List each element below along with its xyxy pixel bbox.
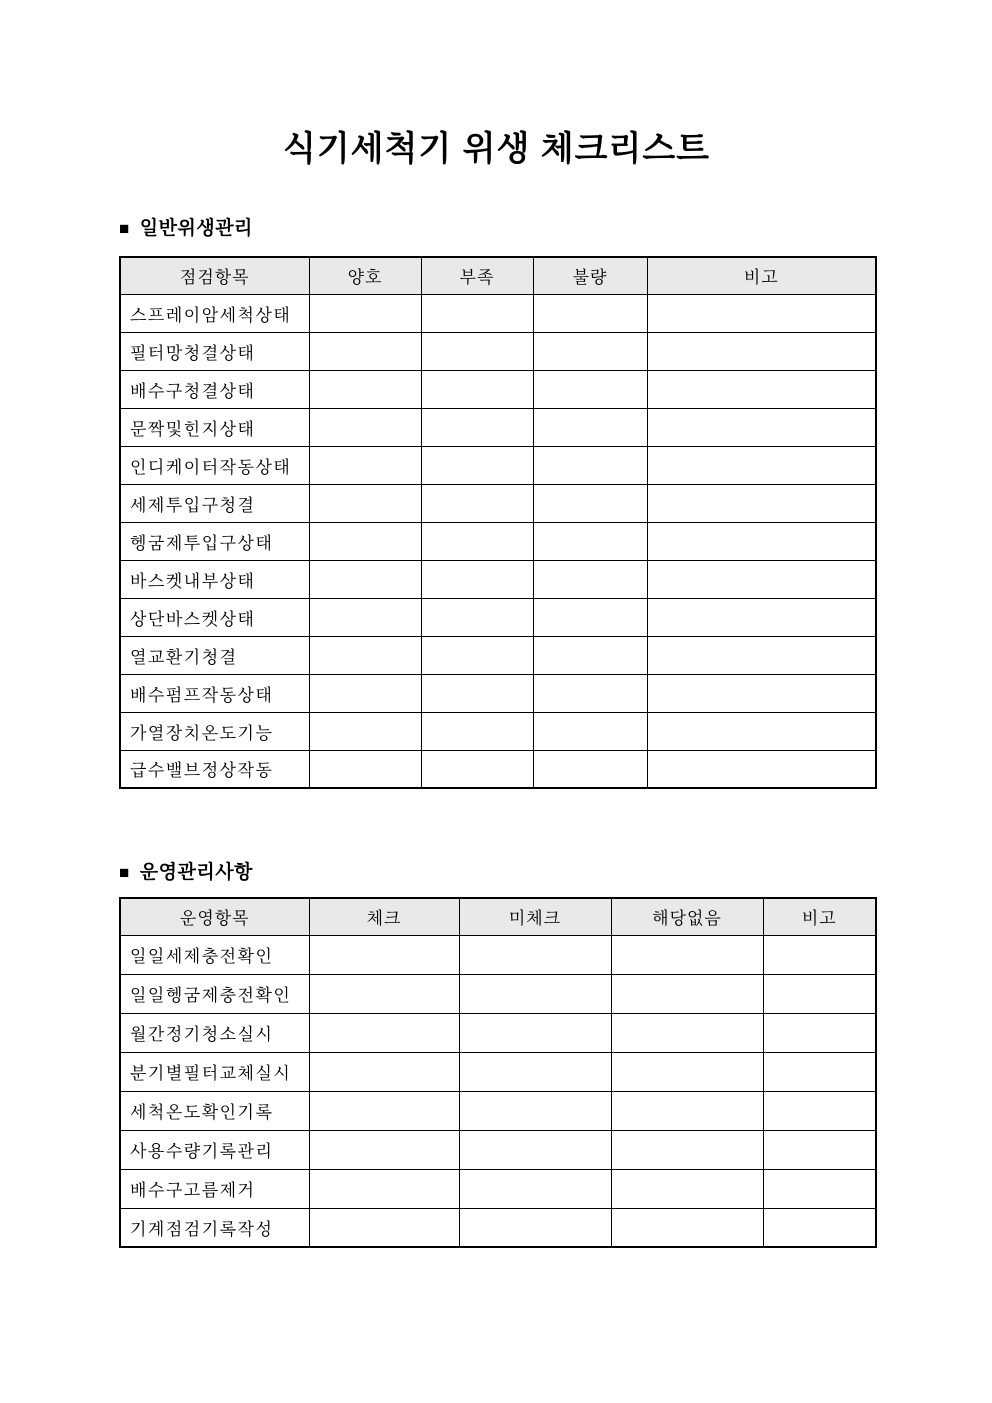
fill-cell[interactable] xyxy=(611,1052,763,1091)
item-label-cell: 분기별필터교체실시 xyxy=(120,1052,309,1091)
fill-cell[interactable] xyxy=(533,750,647,788)
fill-cell[interactable] xyxy=(309,1013,459,1052)
fill-cell[interactable] xyxy=(647,674,876,712)
item-label-cell: 열교환기청결 xyxy=(120,636,309,674)
item-label-cell: 사용수량기록관리 xyxy=(120,1130,309,1169)
fill-cell[interactable] xyxy=(309,974,459,1013)
square-bullet-icon: ■ xyxy=(119,219,130,238)
column-header: 불량 xyxy=(533,257,647,294)
fill-cell[interactable] xyxy=(421,446,533,484)
fill-cell[interactable] xyxy=(421,332,533,370)
item-label-cell: 문짝및힌지상태 xyxy=(120,408,309,446)
fill-cell[interactable] xyxy=(309,1052,459,1091)
section-heading-operation-management xyxy=(119,862,874,884)
column-header: 운영항목 xyxy=(120,898,309,935)
item-label-cell: 배수구고름제거 xyxy=(120,1169,309,1208)
item-label-cell: 세제투입구청결 xyxy=(120,484,309,522)
fill-cell[interactable] xyxy=(647,484,876,522)
fill-cell[interactable] xyxy=(309,712,421,750)
square-bullet-icon: ■ xyxy=(119,863,130,882)
fill-cell[interactable] xyxy=(611,1169,763,1208)
table-row xyxy=(120,1169,876,1208)
item-label-cell: 세척온도확인기록 xyxy=(120,1091,309,1130)
item-label-cell: 급수밸브정상작동 xyxy=(120,750,309,788)
table-row xyxy=(120,1091,876,1130)
fill-cell[interactable] xyxy=(647,332,876,370)
item-label-cell: 헹굼제투입구상태 xyxy=(120,522,309,560)
table-row xyxy=(120,370,876,408)
fill-cell[interactable] xyxy=(309,1208,459,1247)
fill-cell[interactable] xyxy=(309,1091,459,1130)
fill-cell[interactable] xyxy=(533,408,647,446)
table-row xyxy=(120,446,876,484)
fill-cell[interactable] xyxy=(421,636,533,674)
fill-cell[interactable] xyxy=(421,598,533,636)
fill-cell[interactable] xyxy=(309,294,421,332)
item-label-cell: 바스켓내부상태 xyxy=(120,560,309,598)
fill-cell[interactable] xyxy=(459,935,611,974)
section-heading-label: 일반위생관리 xyxy=(139,218,253,239)
fill-cell[interactable] xyxy=(533,712,647,750)
fill-cell[interactable] xyxy=(309,560,421,598)
fill-cell[interactable] xyxy=(421,408,533,446)
fill-cell[interactable] xyxy=(421,674,533,712)
fill-cell[interactable] xyxy=(309,370,421,408)
fill-cell[interactable] xyxy=(459,1091,611,1130)
table-row xyxy=(120,332,876,370)
column-header: 체크 xyxy=(309,898,459,935)
fill-cell[interactable] xyxy=(611,935,763,974)
fill-cell[interactable] xyxy=(533,294,647,332)
fill-cell[interactable] xyxy=(421,750,533,788)
fill-cell[interactable] xyxy=(763,935,876,974)
table-row xyxy=(120,484,876,522)
fill-cell[interactable] xyxy=(459,1130,611,1169)
section-heading-label: 운영관리사항 xyxy=(139,862,253,883)
fill-cell[interactable] xyxy=(647,408,876,446)
fill-cell[interactable] xyxy=(309,446,421,484)
table-row xyxy=(120,1013,876,1052)
table-row xyxy=(120,522,876,560)
column-header: 점검항목 xyxy=(120,257,309,294)
table-row xyxy=(120,1130,876,1169)
fill-cell[interactable] xyxy=(421,522,533,560)
table-row xyxy=(120,636,876,674)
section-operation-management xyxy=(119,862,874,1248)
fill-cell[interactable] xyxy=(309,750,421,788)
fill-cell[interactable] xyxy=(459,974,611,1013)
fill-cell[interactable] xyxy=(309,674,421,712)
table-row xyxy=(120,674,876,712)
item-label-cell: 기계점검기록작성 xyxy=(120,1208,309,1247)
fill-cell[interactable] xyxy=(533,332,647,370)
fill-cell[interactable] xyxy=(309,1130,459,1169)
fill-cell[interactable] xyxy=(611,1013,763,1052)
fill-cell[interactable] xyxy=(459,1052,611,1091)
section-general-hygiene xyxy=(119,218,874,789)
table-row xyxy=(120,408,876,446)
table-row xyxy=(120,1208,876,1247)
item-label-cell: 가열장치온도기능 xyxy=(120,712,309,750)
fill-cell[interactable] xyxy=(763,1091,876,1130)
table-row xyxy=(120,935,876,974)
fill-cell[interactable] xyxy=(611,1208,763,1247)
fill-cell[interactable] xyxy=(309,408,421,446)
item-label-cell: 상단바스켓상태 xyxy=(120,598,309,636)
fill-cell[interactable] xyxy=(533,560,647,598)
item-label-cell: 필터망청결상태 xyxy=(120,332,309,370)
fill-cell[interactable] xyxy=(309,636,421,674)
column-header: 양호 xyxy=(309,257,421,294)
column-header: 비고 xyxy=(763,898,876,935)
fill-cell[interactable] xyxy=(763,974,876,1013)
fill-cell[interactable] xyxy=(647,294,876,332)
column-header: 부족 xyxy=(421,257,533,294)
fill-cell[interactable] xyxy=(309,935,459,974)
fill-cell[interactable] xyxy=(611,1130,763,1169)
table-row xyxy=(120,712,876,750)
table-row xyxy=(120,294,876,332)
general-hygiene-table xyxy=(119,256,877,789)
fill-cell[interactable] xyxy=(647,560,876,598)
item-label-cell: 배수펌프작동상태 xyxy=(120,674,309,712)
fill-cell[interactable] xyxy=(421,560,533,598)
document-title: 식기세척기 위생 체크리스트 xyxy=(282,130,711,168)
fill-cell[interactable] xyxy=(309,484,421,522)
fill-cell[interactable] xyxy=(611,974,763,1013)
table-header-row xyxy=(120,898,876,935)
operation-management-table xyxy=(119,897,877,1248)
fill-cell[interactable] xyxy=(533,484,647,522)
fill-cell[interactable] xyxy=(309,1169,459,1208)
column-header: 비고 xyxy=(647,257,876,294)
fill-cell[interactable] xyxy=(421,712,533,750)
fill-cell[interactable] xyxy=(533,636,647,674)
fill-cell[interactable] xyxy=(647,522,876,560)
fill-cell[interactable] xyxy=(647,598,876,636)
fill-cell[interactable] xyxy=(309,598,421,636)
fill-cell[interactable] xyxy=(533,598,647,636)
fill-cell[interactable] xyxy=(647,750,876,788)
fill-cell[interactable] xyxy=(763,1013,876,1052)
table-row xyxy=(120,560,876,598)
column-header: 미체크 xyxy=(459,898,611,935)
fill-cell[interactable] xyxy=(533,370,647,408)
item-label-cell: 스프레이암세척상태 xyxy=(120,294,309,332)
fill-cell[interactable] xyxy=(533,522,647,560)
fill-cell[interactable] xyxy=(763,1208,876,1247)
table-row xyxy=(120,974,876,1013)
item-label-cell: 인디케이터작동상태 xyxy=(120,446,309,484)
section-heading-general-hygiene xyxy=(119,218,874,240)
fill-cell[interactable] xyxy=(421,484,533,522)
fill-cell[interactable] xyxy=(647,712,876,750)
fill-cell[interactable] xyxy=(647,446,876,484)
fill-cell[interactable] xyxy=(763,1052,876,1091)
fill-cell[interactable] xyxy=(647,636,876,674)
fill-cell[interactable] xyxy=(309,332,421,370)
fill-cell[interactable] xyxy=(611,1091,763,1130)
fill-cell[interactable] xyxy=(533,674,647,712)
fill-cell[interactable] xyxy=(763,1169,876,1208)
table-row xyxy=(120,598,876,636)
fill-cell[interactable] xyxy=(647,370,876,408)
item-label-cell: 일일세제충전확인 xyxy=(120,935,309,974)
fill-cell[interactable] xyxy=(459,1013,611,1052)
fill-cell[interactable] xyxy=(421,294,533,332)
fill-cell[interactable] xyxy=(459,1208,611,1247)
item-label-cell: 일일헹굼제충전확인 xyxy=(120,974,309,1013)
fill-cell[interactable] xyxy=(421,370,533,408)
item-label-cell: 배수구청결상태 xyxy=(120,370,309,408)
column-header: 해당없음 xyxy=(611,898,763,935)
table-header-row xyxy=(120,257,876,294)
table-row xyxy=(120,1052,876,1091)
fill-cell[interactable] xyxy=(309,522,421,560)
fill-cell[interactable] xyxy=(763,1130,876,1169)
table-row xyxy=(120,750,876,788)
fill-cell[interactable] xyxy=(533,446,647,484)
fill-cell[interactable] xyxy=(459,1169,611,1208)
item-label-cell: 월간정기청소실시 xyxy=(120,1013,309,1052)
